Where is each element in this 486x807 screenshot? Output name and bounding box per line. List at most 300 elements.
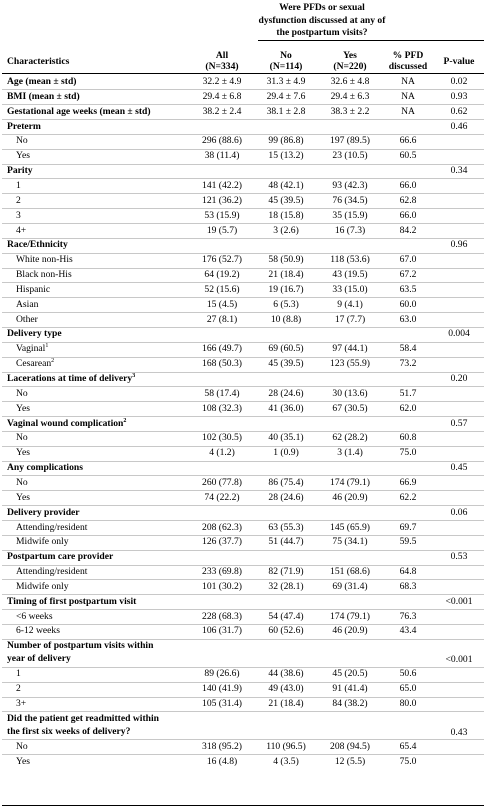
row-label (16, 209, 21, 223)
row-label (16, 253, 73, 267)
table-subrow (2, 298, 484, 313)
cell-pct-pfd: 66.9 (399, 476, 417, 488)
cell-pct-pfd: NA (401, 76, 415, 87)
cell-no: 99 (86.8) (268, 135, 304, 147)
cell-pct-pfd: 51.7 (399, 387, 417, 399)
cell-yes: 12 (5.5) (334, 755, 366, 767)
cell-pct-pfd: 50.6 (399, 668, 417, 680)
cell-yes: 69 (31.4) (332, 580, 368, 592)
row-label (16, 357, 54, 371)
cell-pct-pfd: 65.0 (399, 683, 417, 695)
row-label-text: Black non-His (16, 269, 72, 281)
row-label (16, 740, 28, 754)
row-label-text: Vaginal wound complication (7, 417, 124, 429)
table-subrow (2, 535, 484, 550)
row-label-text: Did the patient get readmitted within (7, 712, 159, 724)
row-label-text: Asian (16, 298, 39, 310)
group-rule (258, 40, 484, 41)
footnote-marker: 2 (123, 417, 127, 424)
row-label-text: Gestational age weeks (mean ± std) (7, 105, 151, 117)
cell-all: 126 (37.7) (202, 536, 242, 548)
cell-all: 4 (1.2) (209, 447, 235, 459)
cell-all: 74 (22.2) (204, 491, 240, 503)
cell-pvalue: 0.004 (448, 328, 470, 340)
cell-no: 48 (42.1) (268, 179, 304, 191)
cell-yes: 76 (34.5) (332, 194, 368, 206)
row-label (16, 179, 21, 193)
cell-no: 49 (43.0) (268, 683, 304, 695)
row-label (7, 461, 83, 475)
cell-no: 60 (52.6) (268, 625, 304, 637)
table-subrow (2, 521, 484, 536)
cell-pct-pfd: 62.0 (399, 402, 417, 414)
cell-all: 89 (26.6) (204, 668, 240, 680)
row-label-text: Attending/resident (16, 521, 88, 533)
cell-yes: 174 (79.1) (330, 610, 370, 622)
row-label-text: 2 (16, 683, 21, 695)
cell-all: 102 (30.5) (202, 432, 242, 444)
table-subrow (2, 357, 484, 372)
cell-pct-pfd: 75.0 (399, 447, 417, 459)
col-characteristics-header: Characteristics (7, 56, 70, 67)
cell-pvalue: 0.57 (450, 417, 468, 429)
cell-all: 38.2 ± 2.4 (202, 105, 242, 117)
cell-pvalue: <0.001 (445, 654, 473, 666)
row-label-text: Yes (16, 491, 30, 503)
cell-no: 18 (15.8) (268, 209, 304, 221)
cell-yes: 91 (41.4) (332, 683, 368, 695)
cell-all: 29.4 ± 6.8 (202, 90, 242, 102)
cell-all: 121 (36.2) (202, 194, 242, 206)
table-subrow (2, 580, 484, 595)
row-label (7, 372, 135, 386)
table-subrow (2, 624, 484, 639)
row-label-text: Age (mean ± std) (7, 76, 77, 87)
row-label (7, 639, 153, 667)
cell-no: 32 (28.1) (268, 580, 304, 592)
row-label (16, 387, 28, 401)
cell-no: 31.3 ± 4.9 (266, 76, 306, 87)
table-row (2, 639, 484, 667)
table-row (2, 461, 484, 476)
cell-yes: 75 (34.1) (332, 536, 368, 548)
row-label-text: Parity (7, 165, 33, 177)
cell-no: 21 (18.4) (268, 269, 304, 281)
cell-all: 53 (15.9) (204, 209, 240, 221)
table-subrow (2, 491, 484, 506)
cell-all: 106 (31.7) (202, 625, 242, 637)
cell-pct-pfd: 67.2 (399, 269, 417, 281)
cell-all: 105 (31.4) (202, 698, 242, 709)
table-subrow (2, 697, 484, 712)
cell-no: 10 (8.8) (270, 313, 302, 325)
cell-yes: 29.4 ± 6.3 (330, 90, 370, 102)
table-subrow (2, 667, 484, 682)
row-label (16, 224, 26, 238)
cell-pvalue: <0.001 (445, 595, 473, 607)
row-label-text: BMI (mean ± std) (7, 90, 80, 102)
cell-no: 41 (36.0) (268, 402, 304, 414)
row-label (16, 624, 60, 638)
cell-pvalue: 0.53 (450, 551, 468, 563)
row-label-text: Number of postpartum visits within (7, 640, 154, 652)
row-label (16, 402, 30, 416)
row-label-text-line2: the first six weeks of delivery? (7, 725, 131, 737)
col-all-n: (N=334) (205, 61, 239, 72)
row-label (7, 238, 68, 252)
row-label (7, 712, 159, 740)
cell-no: 29.4 ± 7.6 (266, 90, 306, 102)
row-label-text: Other (16, 313, 38, 325)
cell-no: 19 (16.7) (268, 283, 304, 295)
row-label (7, 164, 33, 178)
cell-all: 141 (42.2) (202, 179, 242, 191)
table-subrow (2, 179, 484, 194)
row-label (16, 667, 21, 681)
cell-no: 58 (50.9) (268, 254, 304, 266)
table-subrow (2, 740, 484, 755)
cell-yes: 62 (28.2) (332, 432, 368, 444)
cell-no: 28 (24.6) (268, 387, 304, 399)
table-subrow (2, 476, 484, 491)
row-label-text: No (16, 135, 28, 147)
col-pct-label: % PFD (392, 50, 424, 61)
cell-no: 1 (0.9) (273, 447, 299, 459)
col-pct-header (382, 50, 434, 72)
row-label (16, 446, 30, 460)
table-row (2, 120, 484, 135)
group-title: Were PFDs or sexual dysfunction discussed at any of the postpartum visits? (258, 2, 386, 38)
row-label (16, 476, 28, 490)
cell-yes: 9 (4.1) (337, 298, 363, 310)
cell-all: 176 (52.7) (202, 254, 242, 266)
row-label-text: Attending/resident (16, 566, 88, 578)
row-label-text: Preterm (7, 120, 41, 132)
row-label (16, 521, 87, 535)
cell-all: 58 (17.4) (204, 387, 240, 399)
cell-all: 101 (30.2) (202, 580, 242, 592)
col-yes-n: (N=220) (333, 61, 367, 72)
row-label (16, 755, 30, 769)
cell-pct-pfd: 59.5 (399, 536, 417, 548)
cell-no: 40 (35.1) (268, 432, 304, 444)
row-label-text: No (16, 387, 28, 399)
cell-yes: 17 (7.7) (334, 313, 366, 325)
row-label (16, 431, 28, 445)
table-row (2, 595, 484, 610)
row-label (7, 105, 151, 119)
row-label (16, 610, 53, 624)
cell-pct-pfd: 64.8 (399, 566, 417, 578)
cell-yes: 38.3 ± 2.2 (330, 105, 370, 117)
table-subrow (2, 209, 484, 224)
row-label-text: No (16, 476, 28, 488)
cell-no: 51 (44.7) (268, 536, 304, 548)
cell-pct-pfd: 66.6 (399, 135, 417, 147)
cell-all: 64 (19.2) (204, 269, 240, 281)
row-label-text: Yes (16, 447, 30, 459)
row-label (7, 327, 62, 341)
cell-pct-pfd: 76.3 (399, 610, 417, 622)
cell-pct-pfd: 68.3 (399, 580, 417, 592)
cell-yes: 174 (79.1) (330, 476, 370, 488)
row-label-text: White non-His (16, 254, 73, 266)
cell-all: 16 (4.8) (206, 755, 238, 767)
row-label-text: Vaginal (16, 343, 46, 355)
row-label-text: Yes (16, 150, 30, 162)
cell-yes: 93 (42.3) (332, 179, 368, 191)
cell-pct-pfd: 75.0 (399, 755, 417, 767)
row-label-text: Cesarean (16, 358, 52, 370)
cell-pct-pfd: 69.7 (399, 521, 417, 533)
col-no-n: (N=114) (269, 61, 303, 72)
row-label-text: 1 (16, 179, 21, 191)
row-label-text: No (16, 740, 28, 752)
cell-pct-pfd: 73.2 (399, 358, 417, 370)
cell-pvalue: 0.46 (450, 120, 468, 132)
table-subrow (2, 134, 484, 149)
cell-no: 45 (39.5) (268, 358, 304, 370)
cell-yes: 118 (53.6) (330, 254, 370, 266)
table-row (2, 90, 484, 105)
cell-pct-pfd: 63.0 (399, 313, 417, 325)
table-row (2, 164, 484, 179)
cell-no: 110 (96.5) (266, 740, 306, 752)
footnote-marker: 1 (45, 343, 49, 350)
row-label (7, 75, 76, 89)
row-label (16, 283, 50, 297)
row-label (16, 134, 28, 148)
row-label-text: 3 (16, 209, 21, 221)
row-label-text: Hispanic (16, 283, 51, 295)
table-row (2, 238, 484, 253)
cell-yes: 46 (20.9) (332, 491, 368, 503)
cell-no: 86 (75.4) (268, 476, 304, 488)
cell-all: 19 (5.7) (206, 224, 238, 236)
row-label (7, 90, 80, 104)
cell-pct-pfd: 66.0 (399, 209, 417, 221)
table-row (2, 712, 484, 740)
table-subrow (2, 268, 484, 283)
cell-no: 82 (71.9) (268, 566, 304, 578)
cell-no: 63 (55.3) (268, 521, 304, 533)
row-label-text: Lacerations at time of delivery (7, 373, 133, 384)
cell-yes: 45 (20.5) (332, 668, 368, 680)
cell-all: 52 (15.6) (204, 283, 240, 295)
cell-no: 44 (38.6) (268, 668, 304, 680)
table-subrow (2, 194, 484, 209)
row-label (7, 417, 126, 431)
bottom-rule (2, 805, 484, 806)
table-subrow (2, 755, 484, 770)
cell-yes: 145 (65.9) (330, 521, 370, 533)
table-row (2, 550, 484, 565)
cell-yes: 35 (15.9) (332, 209, 368, 221)
cell-all: 108 (32.3) (202, 402, 242, 414)
cell-pct-pfd: 58.4 (399, 343, 417, 355)
cell-no: 15 (13.2) (268, 150, 304, 162)
cell-pvalue: 0.93 (450, 90, 468, 102)
row-label-text: Yes (16, 755, 30, 767)
cell-pct-pfd: 63.5 (399, 283, 417, 295)
cell-no: 38.1 ± 2.8 (266, 105, 306, 117)
cell-all: 32.2 ± 4.9 (202, 76, 242, 87)
table-subrow (2, 446, 484, 461)
cell-pct-pfd: 60.5 (399, 150, 417, 162)
col-pct-sub: discussed (388, 61, 428, 72)
row-label-text: 1 (16, 668, 21, 680)
cell-pvalue: 0.62 (450, 105, 468, 117)
row-label (16, 313, 38, 327)
cell-all: 260 (77.8) (202, 476, 242, 488)
table-row (2, 506, 484, 521)
cell-pct-pfd: 80.0 (399, 698, 417, 709)
row-label (16, 580, 69, 594)
cell-yes: 30 (13.6) (332, 387, 368, 399)
cell-all: 166 (49.7) (202, 343, 242, 355)
row-label (16, 697, 26, 711)
cell-yes: 23 (10.5) (332, 150, 368, 162)
table-row (2, 105, 484, 120)
cell-pct-pfd: 43.4 (399, 625, 417, 637)
header-rule (2, 73, 484, 74)
cell-pct-pfd: NA (401, 90, 415, 102)
table-subrow (2, 313, 484, 328)
row-label-text: Any complications (7, 462, 83, 474)
row-label (7, 550, 113, 564)
table-subrow (2, 610, 484, 625)
row-label (16, 535, 69, 549)
row-label-text: 2 (16, 194, 21, 206)
cell-no: 45 (39.5) (268, 194, 304, 206)
table-subrow (2, 431, 484, 446)
row-label (16, 298, 38, 312)
cell-no: 4 (3.5) (273, 755, 299, 767)
table-row (2, 327, 484, 342)
footnote-marker: 2 (51, 357, 55, 364)
row-label-text: Delivery provider (7, 506, 80, 518)
cell-all: 15 (4.5) (206, 298, 238, 310)
cell-pct-pfd: 60.8 (399, 432, 417, 444)
cell-pvalue: 0.06 (450, 506, 468, 518)
cell-all: 318 (95.2) (202, 740, 242, 752)
cell-yes: 3 (1.4) (337, 447, 363, 459)
col-pvalue-header: P-value (443, 56, 475, 67)
cell-pct-pfd: 60.0 (399, 298, 417, 310)
cell-yes: 43 (19.5) (332, 269, 368, 281)
cell-all: 168 (50.3) (202, 358, 242, 370)
table-subrow (2, 224, 484, 239)
cell-no: 21 (18.4) (268, 698, 304, 709)
cell-pvalue: 0.43 (450, 726, 468, 738)
cell-pct-pfd: 62.8 (399, 194, 417, 206)
row-label-text: Race/Ethnicity (7, 239, 68, 251)
col-no-header (258, 50, 314, 72)
row-label (7, 120, 41, 134)
cell-all: 208 (62.3) (202, 521, 242, 533)
table-subrow (2, 342, 484, 357)
cell-yes: 123 (55.9) (330, 358, 370, 370)
cell-all: 296 (88.6) (202, 135, 242, 147)
row-label (7, 595, 136, 609)
row-label-text: Timing of first postpartum visit (7, 595, 137, 607)
row-label (16, 149, 30, 163)
table-subrow (2, 283, 484, 298)
col-yes-header (319, 50, 381, 72)
table-subrow (2, 253, 484, 268)
table-row (2, 417, 484, 432)
cell-no: 3 (2.6) (273, 224, 299, 236)
cell-pvalue: 0.34 (450, 165, 468, 177)
cell-all: 140 (41.9) (202, 683, 242, 695)
cell-yes: 16 (7.3) (334, 224, 366, 236)
row-label-text: Delivery type (7, 328, 62, 340)
row-label-text: <6 weeks (16, 610, 53, 622)
cell-pct-pfd: 62.2 (399, 491, 417, 503)
row-label (7, 506, 80, 520)
table-row (2, 75, 484, 90)
cell-pct-pfd: NA (401, 105, 415, 117)
table-subrow (2, 387, 484, 402)
cell-yes: 97 (44.1) (332, 343, 368, 355)
cell-no: 6 (5.3) (273, 298, 299, 310)
row-label (16, 194, 21, 208)
cell-all: 27 (8.1) (206, 313, 238, 325)
cell-pct-pfd: 67.0 (399, 254, 417, 266)
col-all-header (189, 50, 255, 72)
cell-pvalue: 0.20 (450, 373, 468, 384)
row-label-text: 3+ (16, 698, 27, 709)
cell-pvalue: 0.96 (450, 239, 468, 251)
table-subrow (2, 402, 484, 417)
col-yes-label: Yes (343, 50, 357, 61)
cell-yes: 32.6 ± 4.8 (330, 76, 370, 87)
table-row (2, 372, 484, 387)
col-all-label: All (215, 50, 229, 61)
cell-pct-pfd: 84.2 (399, 224, 417, 236)
row-label (16, 342, 48, 356)
row-label-text-line2: year of delivery (7, 653, 71, 665)
row-label-text: Midwife only (16, 580, 69, 592)
table-subrow (2, 565, 484, 580)
cell-yes: 46 (20.9) (332, 625, 368, 637)
row-label (16, 268, 72, 282)
cell-yes: 84 (38.2) (332, 698, 368, 709)
col-no-label: No (280, 50, 292, 61)
cell-pct-pfd: 66.0 (399, 179, 417, 191)
row-label (16, 682, 21, 696)
row-label-text: Midwife only (16, 536, 69, 548)
table-subrow (2, 149, 484, 164)
row-label-text: Yes (16, 402, 30, 414)
cell-no: 28 (24.6) (268, 491, 304, 503)
cell-all: 38 (11.4) (204, 150, 240, 162)
row-label (16, 491, 30, 505)
cell-yes: 197 (89.5) (330, 135, 370, 147)
cell-yes: 33 (15.0) (332, 283, 368, 295)
row-label-text: Postpartum care provider (7, 551, 114, 563)
row-label-text: 4+ (16, 224, 27, 236)
cell-all: 228 (68.3) (202, 610, 242, 622)
footnote-marker: 3 (132, 372, 136, 379)
cell-pvalue: 0.02 (450, 76, 468, 87)
cell-yes: 151 (68.6) (330, 566, 370, 578)
cell-pvalue: 0.45 (450, 462, 468, 474)
cell-all: 233 (69.8) (202, 566, 242, 578)
row-label (16, 565, 87, 579)
cell-pct-pfd: 65.4 (399, 740, 417, 752)
cell-no: 54 (47.4) (268, 610, 304, 622)
